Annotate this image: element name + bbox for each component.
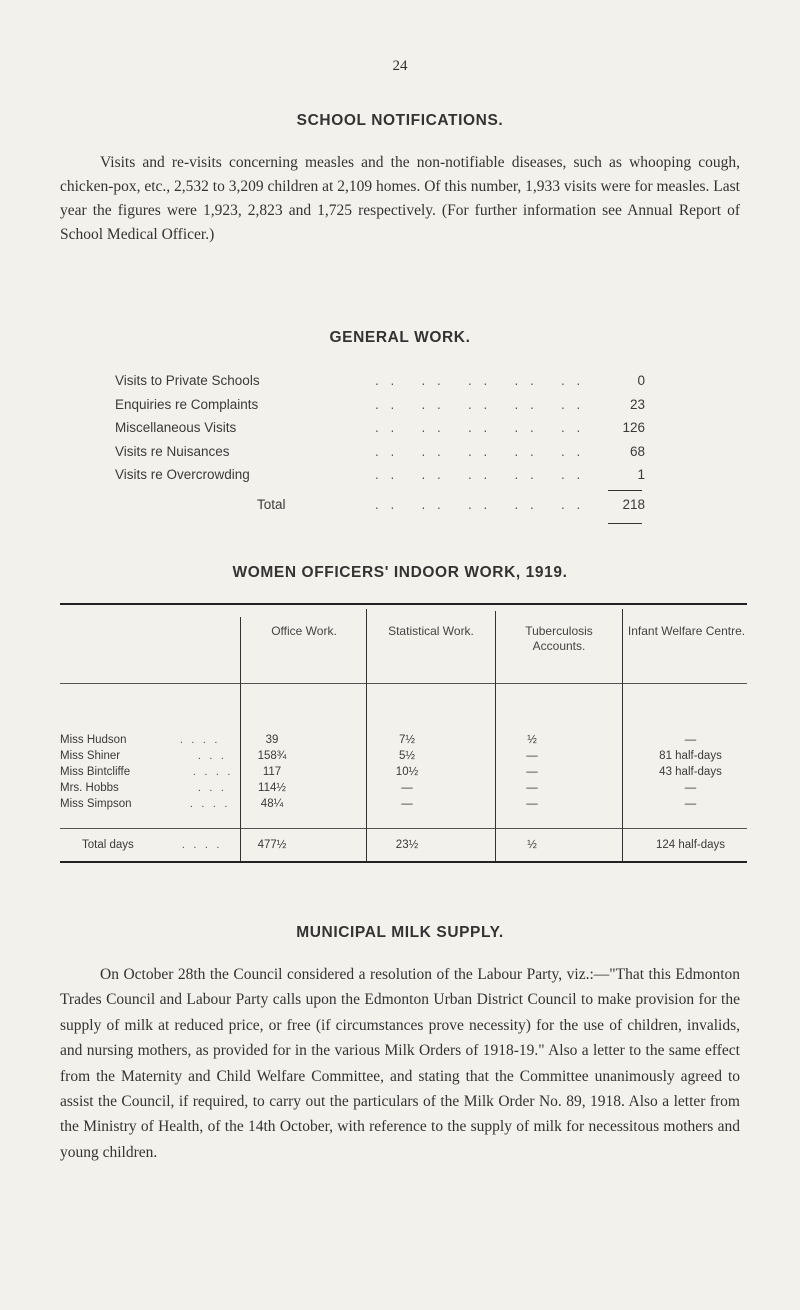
cell-office: 39 (265, 734, 279, 746)
leader-dots: . . . . (190, 798, 231, 810)
leader-dots: . . . . . . . . . . (375, 373, 585, 388)
cell-office: 114½ (258, 782, 286, 794)
list-item (115, 420, 645, 444)
total-tuberculosis: ½ (527, 839, 537, 851)
cell-statistical: 5½ (399, 750, 415, 762)
total-rule-top (608, 490, 642, 491)
total-office: 477½ (257, 839, 287, 851)
item-label: Visits to Private Schools (115, 373, 260, 388)
row-name: Mrs. Hobbs (60, 782, 119, 794)
column-divider (622, 609, 623, 861)
leader-dots: . . . . . . . . . . (375, 497, 585, 512)
leader-dots: . . . . (193, 766, 234, 778)
cell-statistical: — (401, 798, 413, 810)
item-value: 0 (637, 373, 645, 388)
list-item (115, 444, 645, 468)
column-header-office: Office Work. (271, 624, 337, 638)
cell-tuberculosis: — (526, 798, 538, 810)
leader-dots: . . . . (180, 734, 221, 746)
leader-dots: . . . . (182, 839, 223, 851)
general-work-heading: GENERAL WORK. (329, 329, 471, 346)
item-label: Miscellaneous Visits (115, 420, 237, 435)
item-value: 1 (637, 467, 645, 482)
cell-infant-welfare: — (684, 734, 697, 746)
column-divider (495, 611, 496, 861)
list-item (115, 467, 645, 491)
cell-tuberculosis: ½ (527, 734, 537, 746)
women-officers-table (60, 603, 747, 863)
cell-statistical: 10½ (395, 766, 419, 778)
municipal-milk-paragraph: On October 28th the Council considered a resolution of the Labour Party, viz.:—"That this Edmonton Trades Council and Labour Party calls upon the Edmonton Urban District Council to make provision for the supply of milk at reduced price, or free (if circumstances prove necessity) for the use of children, invalids, and nursing mothers, as provided for in the various Milk Orders of 1918-19." Also a letter to the same effect from the Maternity and Child Welfare Committee, and stating that the Committee unanimously agreed to assist the Council, if required, to carry out the particulars of the Milk Order No. 89, 1918. Also a letter from the Ministry of Health, of the 14th October, with reference to the supply of milk for necessitous mothers and young children. (60, 966, 740, 1161)
general-work-list (115, 373, 645, 491)
item-value: 126 (622, 420, 645, 435)
cell-office: 48¼ (260, 798, 284, 810)
school-notifications-heading: SCHOOL NOTIFICATIONS. (296, 112, 504, 129)
cell-infant-welfare: — (684, 782, 697, 794)
general-work-total (115, 497, 645, 521)
leader-dots: . . . . . . . . . . (375, 396, 585, 412)
cell-infant-welfare: — (684, 798, 697, 810)
leader-dots: . . . . . . . . . . (375, 467, 585, 482)
cell-infant-welfare: 81 half-days (659, 750, 722, 762)
item-label: Visits re Overcrowding (115, 467, 250, 482)
total-infant-welfare: 124 half-days (655, 839, 726, 851)
cell-tuberculosis: — (526, 750, 538, 762)
cell-tuberculosis: — (526, 782, 538, 794)
cell-tuberculosis: — (526, 766, 538, 778)
leader-dots: . . . (198, 750, 227, 762)
total-statistical: 23½ (395, 839, 419, 851)
header-rule (60, 683, 747, 684)
row-name: Miss Shiner (60, 750, 121, 762)
total-value: 218 (622, 497, 645, 512)
total-label: Total (257, 497, 286, 512)
women-officers-heading: WOMEN OFFICERS' INDOOR WORK, 1919. (232, 564, 568, 581)
row-name: Miss Bintcliffe (60, 766, 131, 778)
item-label: Enquiries re Complaints (115, 396, 259, 412)
column-header-statistical: Statistical Work. (388, 624, 474, 638)
list-item (115, 397, 645, 421)
municipal-milk-heading: MUNICIPAL MILK SUPPLY. (296, 924, 504, 941)
item-label: Visits re Nuisances (115, 443, 230, 459)
cell-statistical: 7½ (399, 734, 415, 746)
school-notifications-paragraph: Visits and re-visits concerning measles and the non-notifiable diseases, such as whooping cough, chicken-pox, etc., 2,532 to 3,209 children at 2,109 homes. Of this number, 1,933 visits were for measles. Last year the figures were 1,923, 2,823 and 1,725 respectively. (For further information see Annual Report of School Medical Officer.) (60, 154, 740, 243)
cell-statistical: — (401, 782, 413, 794)
cell-office: 117 (262, 766, 282, 778)
item-value: 23 (629, 396, 645, 412)
table-top-rule (60, 603, 747, 605)
page-number: 24 (392, 58, 408, 74)
leader-dots: . . . . . . . . . . (375, 420, 585, 435)
total-rule (60, 828, 747, 829)
row-name: Miss Simpson (60, 798, 132, 810)
column-header-infant-welfare: Infant Welfare Centre. (627, 624, 746, 638)
cell-office: 158¾ (257, 750, 287, 762)
cell-infant-welfare: 43 half-days (659, 766, 722, 778)
column-divider (366, 609, 367, 861)
total-row-label: Total days (82, 839, 134, 851)
leader-dots: . . . (198, 782, 227, 794)
table-bottom-rule (60, 861, 747, 863)
list-item (115, 373, 645, 397)
leader-dots: . . . . . . . . . . (375, 443, 585, 459)
column-header-tuberculosis: Tuberculosis Accounts. (525, 624, 593, 653)
row-name: Miss Hudson (60, 734, 127, 746)
total-rule-bottom (608, 523, 642, 524)
item-value: 68 (629, 443, 645, 459)
